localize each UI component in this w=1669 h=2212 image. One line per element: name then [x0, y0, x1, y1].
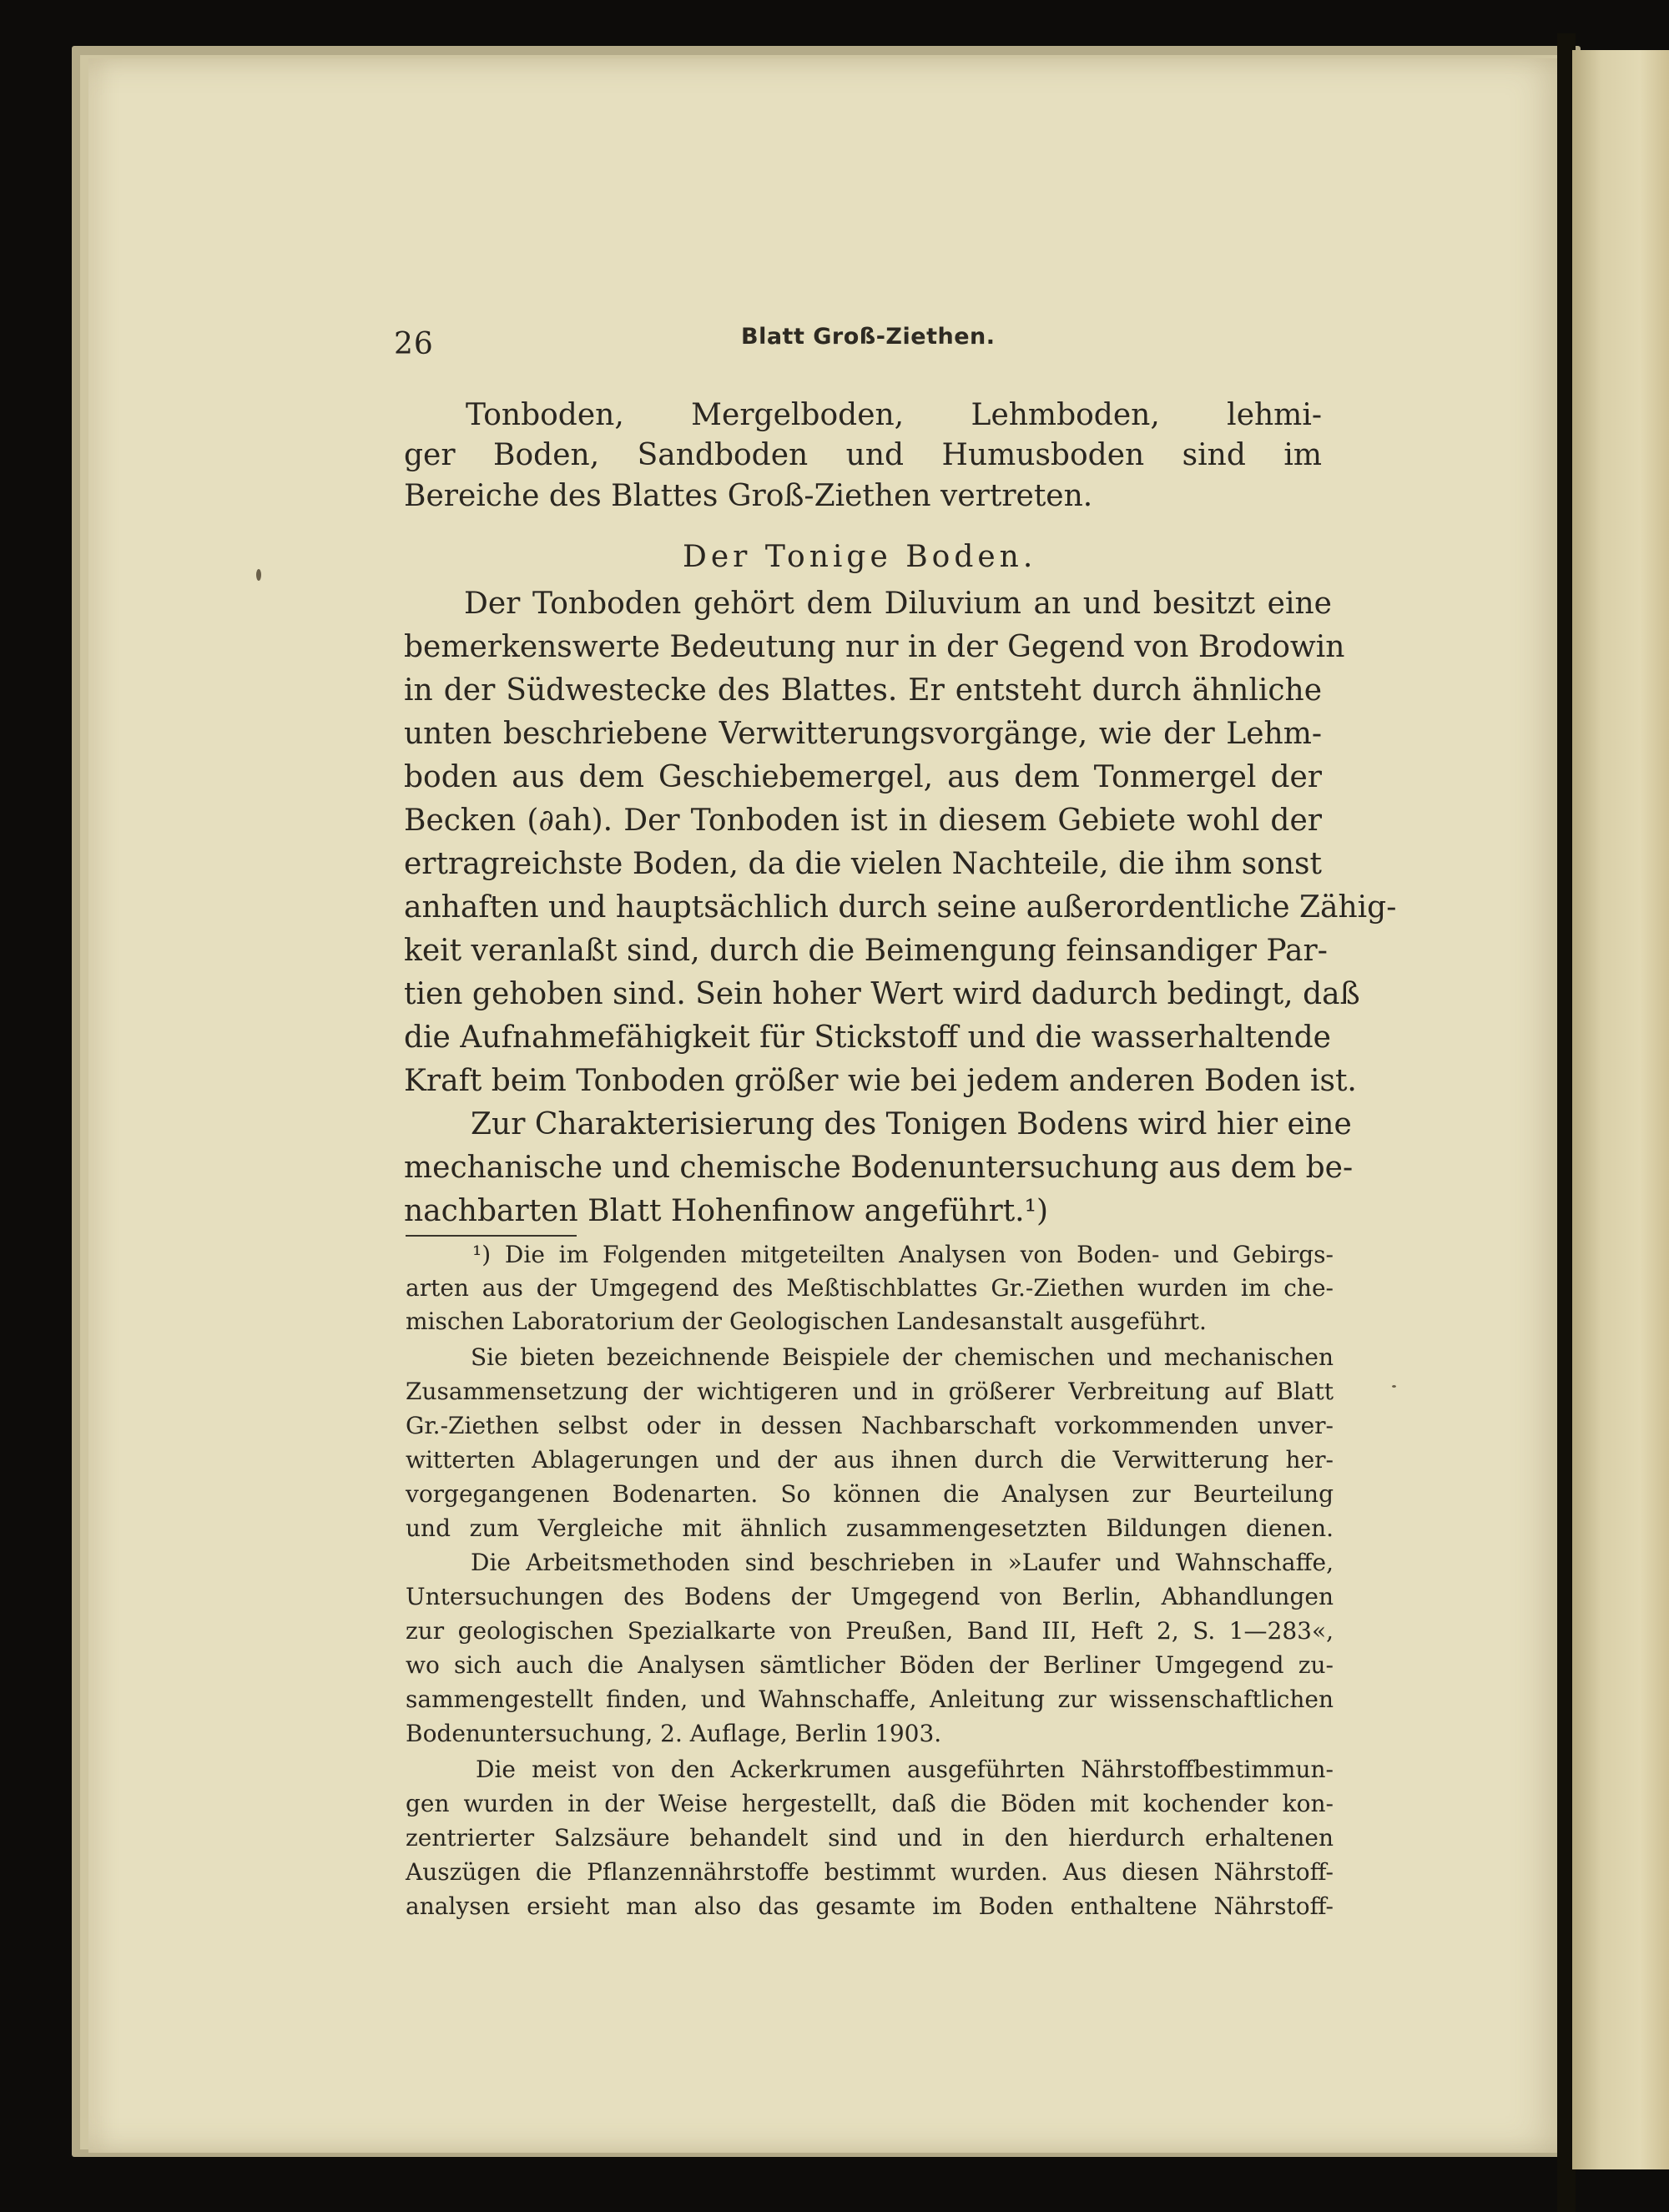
paragraph-line: Der Tonboden gehört dem Diluvium an und besitzt eine: [464, 587, 1332, 621]
footnote-line: zentrierter Salzsäure behandelt sind und in den hierdurch erhaltenen: [406, 1824, 1334, 1852]
intro-line: Tonboden, Mergelboden, Lehmboden, lehmi-: [466, 398, 1322, 432]
paragraph-line: anhaften und hauptsächlich durch seine außerordentliche Zähig-: [404, 890, 1397, 925]
paragraph-line: ertragreichste Boden, da die vielen Nachteile, die ihm sonst: [404, 847, 1322, 881]
footnote-line: Gr.-Ziethen selbst oder in dessen Nachbarschaft vorkommenden unver-: [406, 1412, 1334, 1439]
footnote-line: Die Arbeitsmethoden sind beschrieben in »Laufer und Wahnschaffe,: [471, 1549, 1334, 1576]
footnote-line: wo sich auch die Analysen sämtlicher Böden der Berliner Umgegend zu-: [406, 1651, 1334, 1679]
paper-speck: [1392, 1385, 1396, 1388]
footnote-line: zur geologischen Spezialkarte von Preußen, Band III, Heft 2, S. 1—283«,: [406, 1617, 1334, 1645]
footnote-line: Die meist von den Ackerkrumen ausgeführten Nährstoffbestimmun-: [476, 1756, 1334, 1783]
running-head: Blatt Groß-Ziethen.: [741, 324, 996, 350]
footnote-line: Auszügen die Pflanzennährstoffe bestimmt wurden. Aus diesen Nährstoff-: [406, 1858, 1334, 1886]
footnote-line: arten aus der Umgegend des Meßtischblattes Gr.-Ziethen wurden im che-: [406, 1274, 1334, 1302]
footnote-line: analysen ersieht man also das gesamte im Boden enthaltene Nährstoff-: [406, 1892, 1334, 1920]
footnote-line: witterten Ablagerungen und der aus ihnen durch die Verwitterung her-: [406, 1446, 1334, 1474]
paragraph-line: in der Südwestecke des Blattes. Er entsteht durch ähnliche: [404, 673, 1322, 708]
intro-line: Bereiche des Blattes Groß-Ziethen vertreten.: [404, 479, 1093, 513]
paragraph-line: boden aus dem Geschiebemergel, aus dem Tonmergel der: [404, 760, 1322, 794]
footnote-line: ¹) Die im Folgenden mitgeteilten Analysen von Boden- und Gebirgs-: [472, 1241, 1334, 1268]
footnote-line: Sie bieten bezeichnende Beispiele der chemischen und mechanischen: [471, 1343, 1334, 1371]
paragraph-line: keit veranlaßt sind, durch die Beimengung feinsandiger Par-: [404, 934, 1328, 968]
facing-page-edge: [1572, 50, 1669, 2169]
paragraph-line: Becken (∂ah). Der Tonboden ist in diesem Gebiete wohl der: [404, 804, 1322, 838]
section-heading: Der Tonige Boden.: [683, 540, 1037, 574]
footnote-line: Untersuchungen des Bodens der Umgegend von Berlin, Abhandlungen: [406, 1583, 1334, 1610]
paragraph-line: unten beschriebene Verwitterungsvorgänge, wie der Lehm-: [404, 717, 1322, 751]
footnote-rule: [406, 1235, 577, 1237]
paragraph-line: tien gehoben sind. Sein hoher Wert wird dadurch bedingt, daß: [404, 977, 1360, 1011]
paper-speck: [256, 569, 261, 581]
footnote-line: sammengestellt finden, und Wahnschaffe, Anleitung zur wissenschaftlichen: [406, 1685, 1334, 1713]
paragraph-line: bemerkenswerte Bedeutung nur in der Gegend von Brodowin: [404, 630, 1345, 664]
paragraph-line: Kraft beim Tonboden größer wie bei jedem anderen Boden ist.: [404, 1064, 1357, 1098]
paragraph-line: mechanische und chemische Bodenuntersuchung aus dem be-: [404, 1151, 1354, 1185]
page-number: 26: [394, 327, 434, 361]
footnote-line: Bodenuntersuchung, 2. Auflage, Berlin 1903.: [406, 1720, 942, 1747]
paragraph-line: die Aufnahmefähigkeit für Stickstoff und die wasserhaltende: [404, 1020, 1331, 1055]
footnote-line: Zusammensetzung der wichtigeren und in größerer Verbreitung auf Blatt: [406, 1378, 1334, 1405]
paragraph-line: nachbarten Blatt Hohenfinow angeführt.¹): [404, 1194, 1049, 1228]
footnote-line: und zum Vergleiche mit ähnlich zusammengesetzten Bildungen dienen.: [406, 1514, 1334, 1542]
intro-line: ger Boden, Sandboden und Humusboden sind im: [404, 438, 1322, 472]
footnote-line: vorgegangenen Bodenarten. So können die Analysen zur Beurteilung: [406, 1480, 1334, 1508]
footnote-line: mischen Laboratorium der Geologischen Landesanstalt ausgeführt.: [406, 1308, 1207, 1335]
paragraph-line: Zur Charakterisierung des Tonigen Bodens wird hier eine: [471, 1107, 1352, 1141]
footnote-line: gen wurden in der Weise hergestellt, daß die Böden mit kochender kon-: [406, 1790, 1334, 1817]
